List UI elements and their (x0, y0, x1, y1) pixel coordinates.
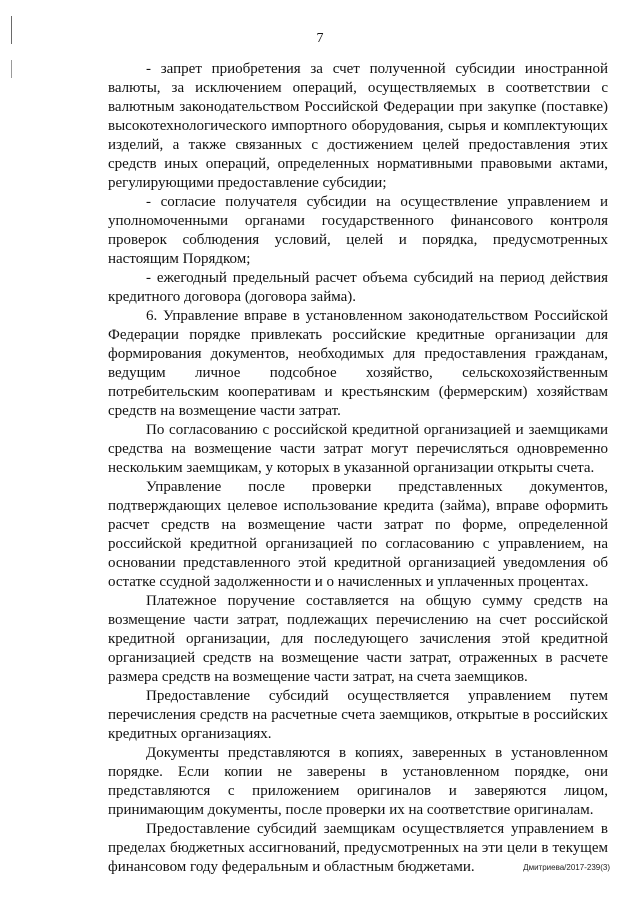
paragraph-transfer-accounts: Предоставление субсидий осуществляется управлением путем перечисления средств на расчетные счета заемщиков, открытые в российских кредитных организациях. (108, 688, 608, 742)
paragraph-payment-order: Платежное поручение составляется на общую сумму средств на возмещение части затрат, подлежащих перечислению на счет российской кредитной организации, для последующего зачисления этой кредитной организацией средств на возмещение части затрат, отраженных в расчете размера средств на возмещение части затрат, на счета заемщиков. (108, 593, 608, 685)
paragraph-certified-copies: Документы представляются в копиях, заверенных в установленном порядке. Если копии не заверены в установленном порядке, они представляются с приложением оригиналов и заверяются лицом, принимающим документы, после проверки их на соответствие оригиналам. (108, 745, 608, 818)
document-body (108, 60, 608, 877)
paragraph-multiple-borrowers: По согласованию с российской кредитной организацией и заемщиками средства на возмещение части затрат могут перечисляться одновременно нескольким заемщикам, у которых в указанной организации открыты счета. (108, 422, 608, 476)
paragraph-budget-limits: Предоставление субсидий заемщикам осуществляется управлением в пределах бюджетных ассигнований, предусмотренных на эти цели в текущем финансовом году федеральным и областным бюджетами. (108, 821, 608, 875)
page-number: 7 (316, 31, 324, 46)
scan-edge-mark (11, 60, 12, 78)
paragraph-consent-inspection: - согласие получателя субсидии на осуществление управлением и уполномоченными органами государственного финансового контроля проверок соблюдения условий, целей и порядка, предусмотренных настоящим Порядком; (108, 194, 608, 267)
paragraph-item-6: 6. Управление вправе в установленном законодательством Российской Федерации порядке привлекать российские кредитные организации для формирования документов, необходимых для предоставления гражданам, ведущим личное подсобное хозяйство, сельскохозяйственным потребительским кооперативам и крестьянским (фермерским) хозяйствам средств на возмещение части затрат. (108, 308, 608, 419)
document-footer-code: Дмитриева/2017-239(3) (523, 863, 610, 872)
paragraph-calculation-form: Управление после проверки представленных документов, подтверждающих целевое использование кредита (займа), вправе оформить расчет средств на возмещение части затрат по форме, определенной российской кредитной организацией по согласованию с управлением, на основании представленного этой кредитной организацией уведомления об остатке ссудной задолженности и о начисленных и уплаченных процентах. (108, 479, 608, 590)
paragraph-annual-calculation: - ежегодный предельный расчет объема субсидий на период действия кредитного договора (договора займа). (108, 270, 608, 305)
paragraph-currency-ban: - запрет приобретения за счет полученной субсидии иностранной валюты, за исключением операций, осуществляемых в соответствии с валютным законодательством Российской Федерации при закупке (поставке) высокотехнологического импортного оборудования, сырья и комплектующих изделий, а также связанных с достижением целей предоставления этих средств иных операций, определенных нормативными правовыми актами, регулирующими предоставление субсидии; (108, 61, 608, 191)
